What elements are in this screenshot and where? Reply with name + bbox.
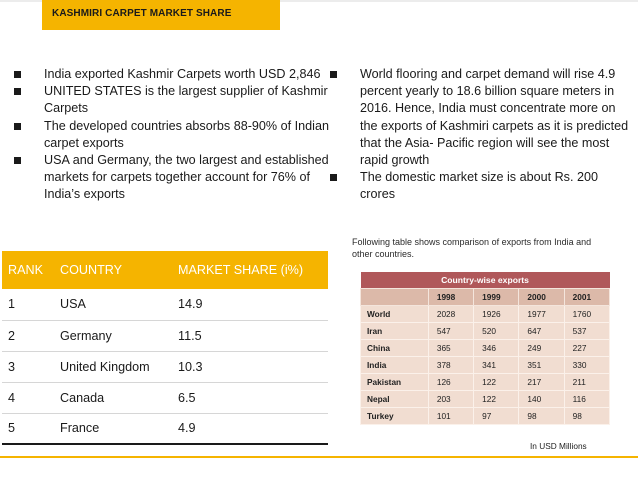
exports-value-cell: 346 bbox=[474, 339, 519, 356]
exports-value-cell: 365 bbox=[428, 339, 473, 356]
country-cell: Canada bbox=[54, 382, 172, 413]
column-header-market-share: MARKET SHARE (i%) bbox=[172, 251, 328, 289]
exports-country-cell: China bbox=[361, 339, 429, 356]
bullet-item: UNITED STATES is the largest supplier of Kashmir Carpets bbox=[14, 83, 332, 117]
country-cell: Germany bbox=[54, 320, 172, 351]
bullet-marker-icon bbox=[14, 157, 21, 164]
share-cell: 10.3 bbox=[172, 351, 328, 382]
exports-table-row bbox=[361, 407, 610, 424]
exports-table-header-row bbox=[361, 288, 610, 305]
rank-cell: 5 bbox=[2, 413, 54, 444]
share-cell: 14.9 bbox=[172, 289, 328, 320]
exports-country-cell: Iran bbox=[361, 322, 429, 339]
exports-value-cell: 1926 bbox=[474, 305, 519, 322]
exports-table-row bbox=[361, 390, 610, 407]
bullet-marker-icon bbox=[14, 88, 21, 95]
table-row bbox=[2, 320, 328, 351]
bullet-marker-icon bbox=[14, 71, 21, 78]
table-row bbox=[2, 351, 328, 382]
rank-cell: 4 bbox=[2, 382, 54, 413]
market-share-table bbox=[2, 251, 328, 445]
share-cell: 11.5 bbox=[172, 320, 328, 351]
bullet-marker-icon bbox=[14, 123, 21, 130]
share-cell: 4.9 bbox=[172, 413, 328, 444]
exports-value-cell: 116 bbox=[564, 390, 609, 407]
exports-value-cell: 249 bbox=[519, 339, 564, 356]
exports-value-cell: 227 bbox=[564, 339, 609, 356]
exports-value-cell: 98 bbox=[564, 407, 609, 424]
bottom-divider bbox=[0, 456, 638, 458]
exports-value-cell: 203 bbox=[428, 390, 473, 407]
exports-country-cell: Turkey bbox=[361, 407, 429, 424]
exports-units-note: In USD Millions bbox=[530, 441, 587, 451]
exports-value-cell: 378 bbox=[428, 356, 473, 373]
exports-value-cell: 217 bbox=[519, 373, 564, 390]
column-header-rank: RANK bbox=[2, 251, 54, 289]
exports-table-title-row bbox=[361, 272, 610, 288]
rank-cell: 1 bbox=[2, 289, 54, 320]
bullet-marker-icon bbox=[330, 71, 337, 78]
exports-value-cell: 1977 bbox=[519, 305, 564, 322]
rank-cell: 2 bbox=[2, 320, 54, 351]
exports-value-cell: 97 bbox=[474, 407, 519, 424]
bullet-item: The domestic market size is about Rs. 200 crores bbox=[330, 169, 634, 203]
exports-country-cell: Nepal bbox=[361, 390, 429, 407]
table-row bbox=[2, 413, 328, 444]
bullet-item: The developed countries absorbs 88-90% of Indian carpet exports bbox=[14, 118, 332, 152]
exports-value-cell: 122 bbox=[474, 373, 519, 390]
exports-value-cell: 341 bbox=[474, 356, 519, 373]
exports-table-row bbox=[361, 356, 610, 373]
exports-value-cell: 547 bbox=[428, 322, 473, 339]
exports-value-cell: 101 bbox=[428, 407, 473, 424]
bullet-item: USA and Germany, the two largest and established markets for carpets together account for 76% of India’s exports bbox=[14, 152, 332, 204]
country-cell: France bbox=[54, 413, 172, 444]
exports-table-row bbox=[361, 373, 610, 390]
bullet-item: India exported Kashmir Carpets worth USD 2,846 bbox=[14, 66, 332, 83]
rank-cell: 3 bbox=[2, 351, 54, 382]
share-cell: 6.5 bbox=[172, 382, 328, 413]
exports-value-cell: 122 bbox=[474, 390, 519, 407]
exports-value-cell: 520 bbox=[474, 322, 519, 339]
table-header-row bbox=[2, 251, 328, 289]
table-row bbox=[2, 289, 328, 320]
year-header: 2000 bbox=[519, 288, 564, 305]
exports-country-cell: India bbox=[361, 356, 429, 373]
exports-table-row bbox=[361, 322, 610, 339]
exports-value-cell: 2028 bbox=[428, 305, 473, 322]
country-cell: United Kingdom bbox=[54, 351, 172, 382]
exports-figure-caption: Following table shows comparison of exports from India and other countries. bbox=[352, 237, 592, 259]
exports-country-cell: World bbox=[361, 305, 429, 322]
year-header-blank bbox=[361, 288, 429, 305]
country-cell: USA bbox=[54, 289, 172, 320]
slide-title: KASHMIRI CARPET MARKET SHARE bbox=[52, 8, 232, 19]
exports-value-cell: 98 bbox=[519, 407, 564, 424]
left-bullet-list bbox=[14, 66, 332, 204]
exports-value-cell: 126 bbox=[428, 373, 473, 390]
year-header: 2001 bbox=[564, 288, 609, 305]
exports-country-cell: Pakistan bbox=[361, 373, 429, 390]
column-header-country: COUNTRY bbox=[54, 251, 172, 289]
exports-value-cell: 1760 bbox=[564, 305, 609, 322]
bullet-marker-icon bbox=[330, 174, 337, 181]
exports-table-row bbox=[361, 339, 610, 356]
table-row bbox=[2, 382, 328, 413]
exports-value-cell: 537 bbox=[564, 322, 609, 339]
exports-value-cell: 647 bbox=[519, 322, 564, 339]
exports-table-row bbox=[361, 305, 610, 322]
exports-value-cell: 330 bbox=[564, 356, 609, 373]
exports-value-cell: 140 bbox=[519, 390, 564, 407]
country-wise-exports-figure bbox=[352, 236, 614, 450]
year-header: 1999 bbox=[474, 288, 519, 305]
exports-value-cell: 211 bbox=[564, 373, 609, 390]
exports-table-title: Country-wise exports bbox=[361, 272, 610, 288]
year-header: 1998 bbox=[428, 288, 473, 305]
slide-title-banner bbox=[42, 0, 280, 30]
right-bullet-list bbox=[330, 66, 634, 204]
bullet-item: World flooring and carpet demand will rise 4.9 percent yearly to 18.6 billion square meters in 2016. Hence, India must concentrate more on the exports of Kashmiri carpets as it is predicted that the Asia- Pacific region will see the most rapid growth bbox=[330, 66, 634, 169]
exports-value-cell: 351 bbox=[519, 356, 564, 373]
country-wise-exports-table bbox=[360, 272, 610, 425]
